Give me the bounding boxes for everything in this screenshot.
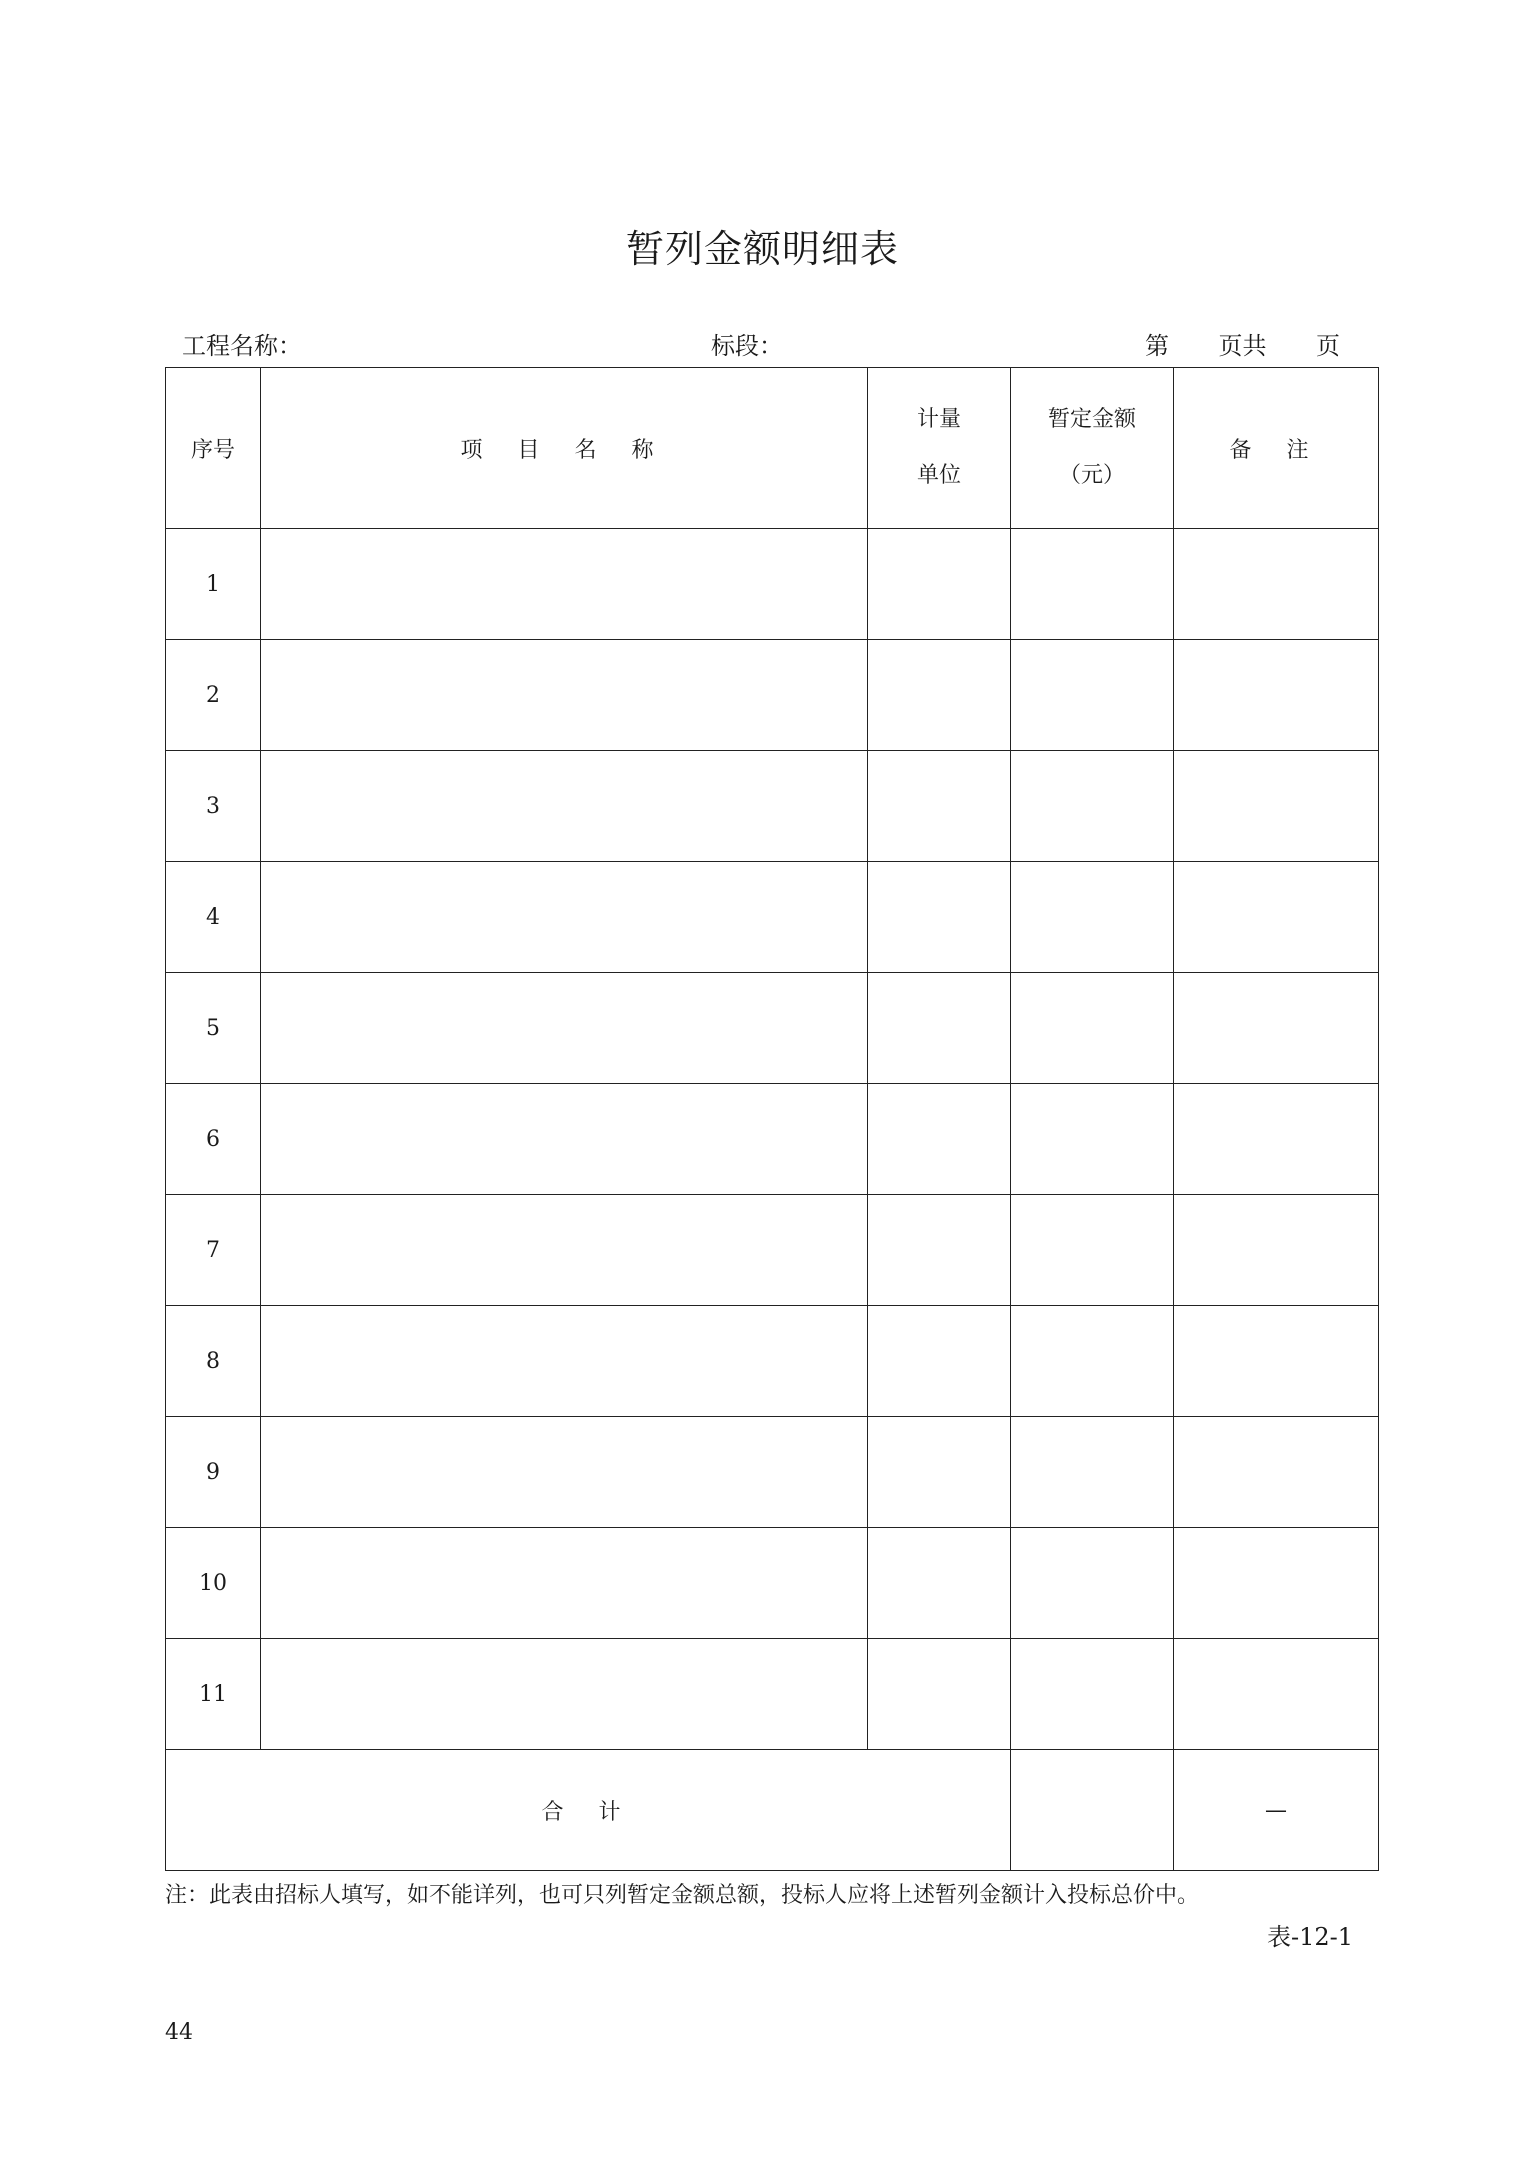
table-row	[166, 862, 1379, 973]
row-item-name	[261, 640, 868, 751]
table-row	[166, 1417, 1379, 1528]
page-count	[1145, 326, 1340, 361]
row-seq: 6	[166, 1084, 261, 1195]
row-seq: 5	[166, 973, 261, 1084]
total-label: 合 计	[166, 1750, 1011, 1871]
row-item-name	[261, 751, 868, 862]
form-code: 表-12-1	[1266, 1923, 1353, 1951]
header-seq: 序号	[166, 368, 261, 529]
row-item-name	[261, 529, 868, 640]
row-seq: 1	[166, 529, 261, 640]
row-unit	[868, 1084, 1011, 1195]
provisional-sum-table	[165, 367, 1379, 1871]
row-item-name	[261, 1639, 868, 1750]
row-remark	[1174, 1195, 1379, 1306]
row-unit	[868, 1306, 1011, 1417]
row-seq: 9	[166, 1417, 261, 1528]
table-row	[166, 529, 1379, 640]
row-amount	[1011, 529, 1174, 640]
row-amount	[1011, 1639, 1174, 1750]
header-item-name: 项 目 名 称	[261, 368, 868, 529]
row-seq: 10	[166, 1528, 261, 1639]
page-di: 第	[1145, 332, 1169, 360]
row-remark	[1174, 862, 1379, 973]
page-title: 暂列金额明细表	[625, 227, 899, 271]
row-unit	[868, 973, 1011, 1084]
row-unit	[868, 862, 1011, 973]
row-item-name	[261, 862, 868, 973]
row-seq: 7	[166, 1195, 261, 1306]
page-ye-gong: 页共	[1218, 332, 1267, 360]
header-unit-line1: 计量	[916, 407, 961, 432]
table-row	[166, 1306, 1379, 1417]
row-amount	[1011, 1306, 1174, 1417]
header-amount-line1: 暂定金额	[1047, 407, 1136, 432]
row-remark	[1174, 1528, 1379, 1639]
row-seq: 2	[166, 640, 261, 751]
row-remark	[1174, 1084, 1379, 1195]
footnote: 注：此表由招标人填写，如不能详列，也可只列暂定金额总额，投标人应将上述暂列金额计入投标总价中。	[165, 1883, 1200, 1908]
total-row	[166, 1750, 1379, 1871]
row-item-name	[261, 1417, 868, 1528]
section-label: 标段：	[711, 332, 783, 360]
row-seq: 3	[166, 751, 261, 862]
row-unit	[868, 1195, 1011, 1306]
row-item-name	[261, 973, 868, 1084]
row-item-name	[261, 1195, 868, 1306]
header-amount-line2: （元）	[1058, 463, 1125, 488]
row-item-name	[261, 1306, 868, 1417]
header-unit	[868, 368, 1011, 529]
row-seq: 11	[166, 1639, 261, 1750]
table-row	[166, 751, 1379, 862]
row-seq: 8	[166, 1306, 261, 1417]
row-remark	[1174, 1417, 1379, 1528]
row-item-name	[261, 1528, 868, 1639]
row-amount	[1011, 1084, 1174, 1195]
table-header-row	[166, 368, 1379, 529]
row-unit	[868, 529, 1011, 640]
row-amount	[1011, 1528, 1174, 1639]
row-remark	[1174, 529, 1379, 640]
row-unit	[868, 751, 1011, 862]
table-row	[166, 640, 1379, 751]
row-amount	[1011, 1417, 1174, 1528]
row-remark	[1174, 973, 1379, 1084]
header-amount	[1011, 368, 1174, 529]
row-remark	[1174, 751, 1379, 862]
row-remark	[1174, 1306, 1379, 1417]
row-item-name	[261, 1084, 868, 1195]
row-remark	[1174, 1639, 1379, 1750]
row-unit	[868, 1417, 1011, 1528]
row-amount	[1011, 1195, 1174, 1306]
row-unit	[868, 1528, 1011, 1639]
table-row	[166, 1639, 1379, 1750]
row-unit	[868, 1639, 1011, 1750]
row-amount	[1011, 973, 1174, 1084]
project-name-label: 工程名称：	[182, 332, 302, 360]
table-row	[166, 1528, 1379, 1639]
row-seq: 4	[166, 862, 261, 973]
table-row	[166, 1084, 1379, 1195]
table-row	[166, 973, 1379, 1084]
row-unit	[868, 640, 1011, 751]
row-amount	[1011, 640, 1174, 751]
total-amount	[1011, 1750, 1174, 1871]
row-amount	[1011, 751, 1174, 862]
row-amount	[1011, 862, 1174, 973]
page-ye: 页	[1316, 332, 1340, 360]
table-row	[166, 1195, 1379, 1306]
total-remark: —	[1174, 1750, 1379, 1871]
header-remark: 备 注	[1174, 368, 1379, 529]
row-remark	[1174, 640, 1379, 751]
page-number: 44	[165, 2020, 193, 2045]
header-unit-line2: 单位	[916, 463, 961, 488]
